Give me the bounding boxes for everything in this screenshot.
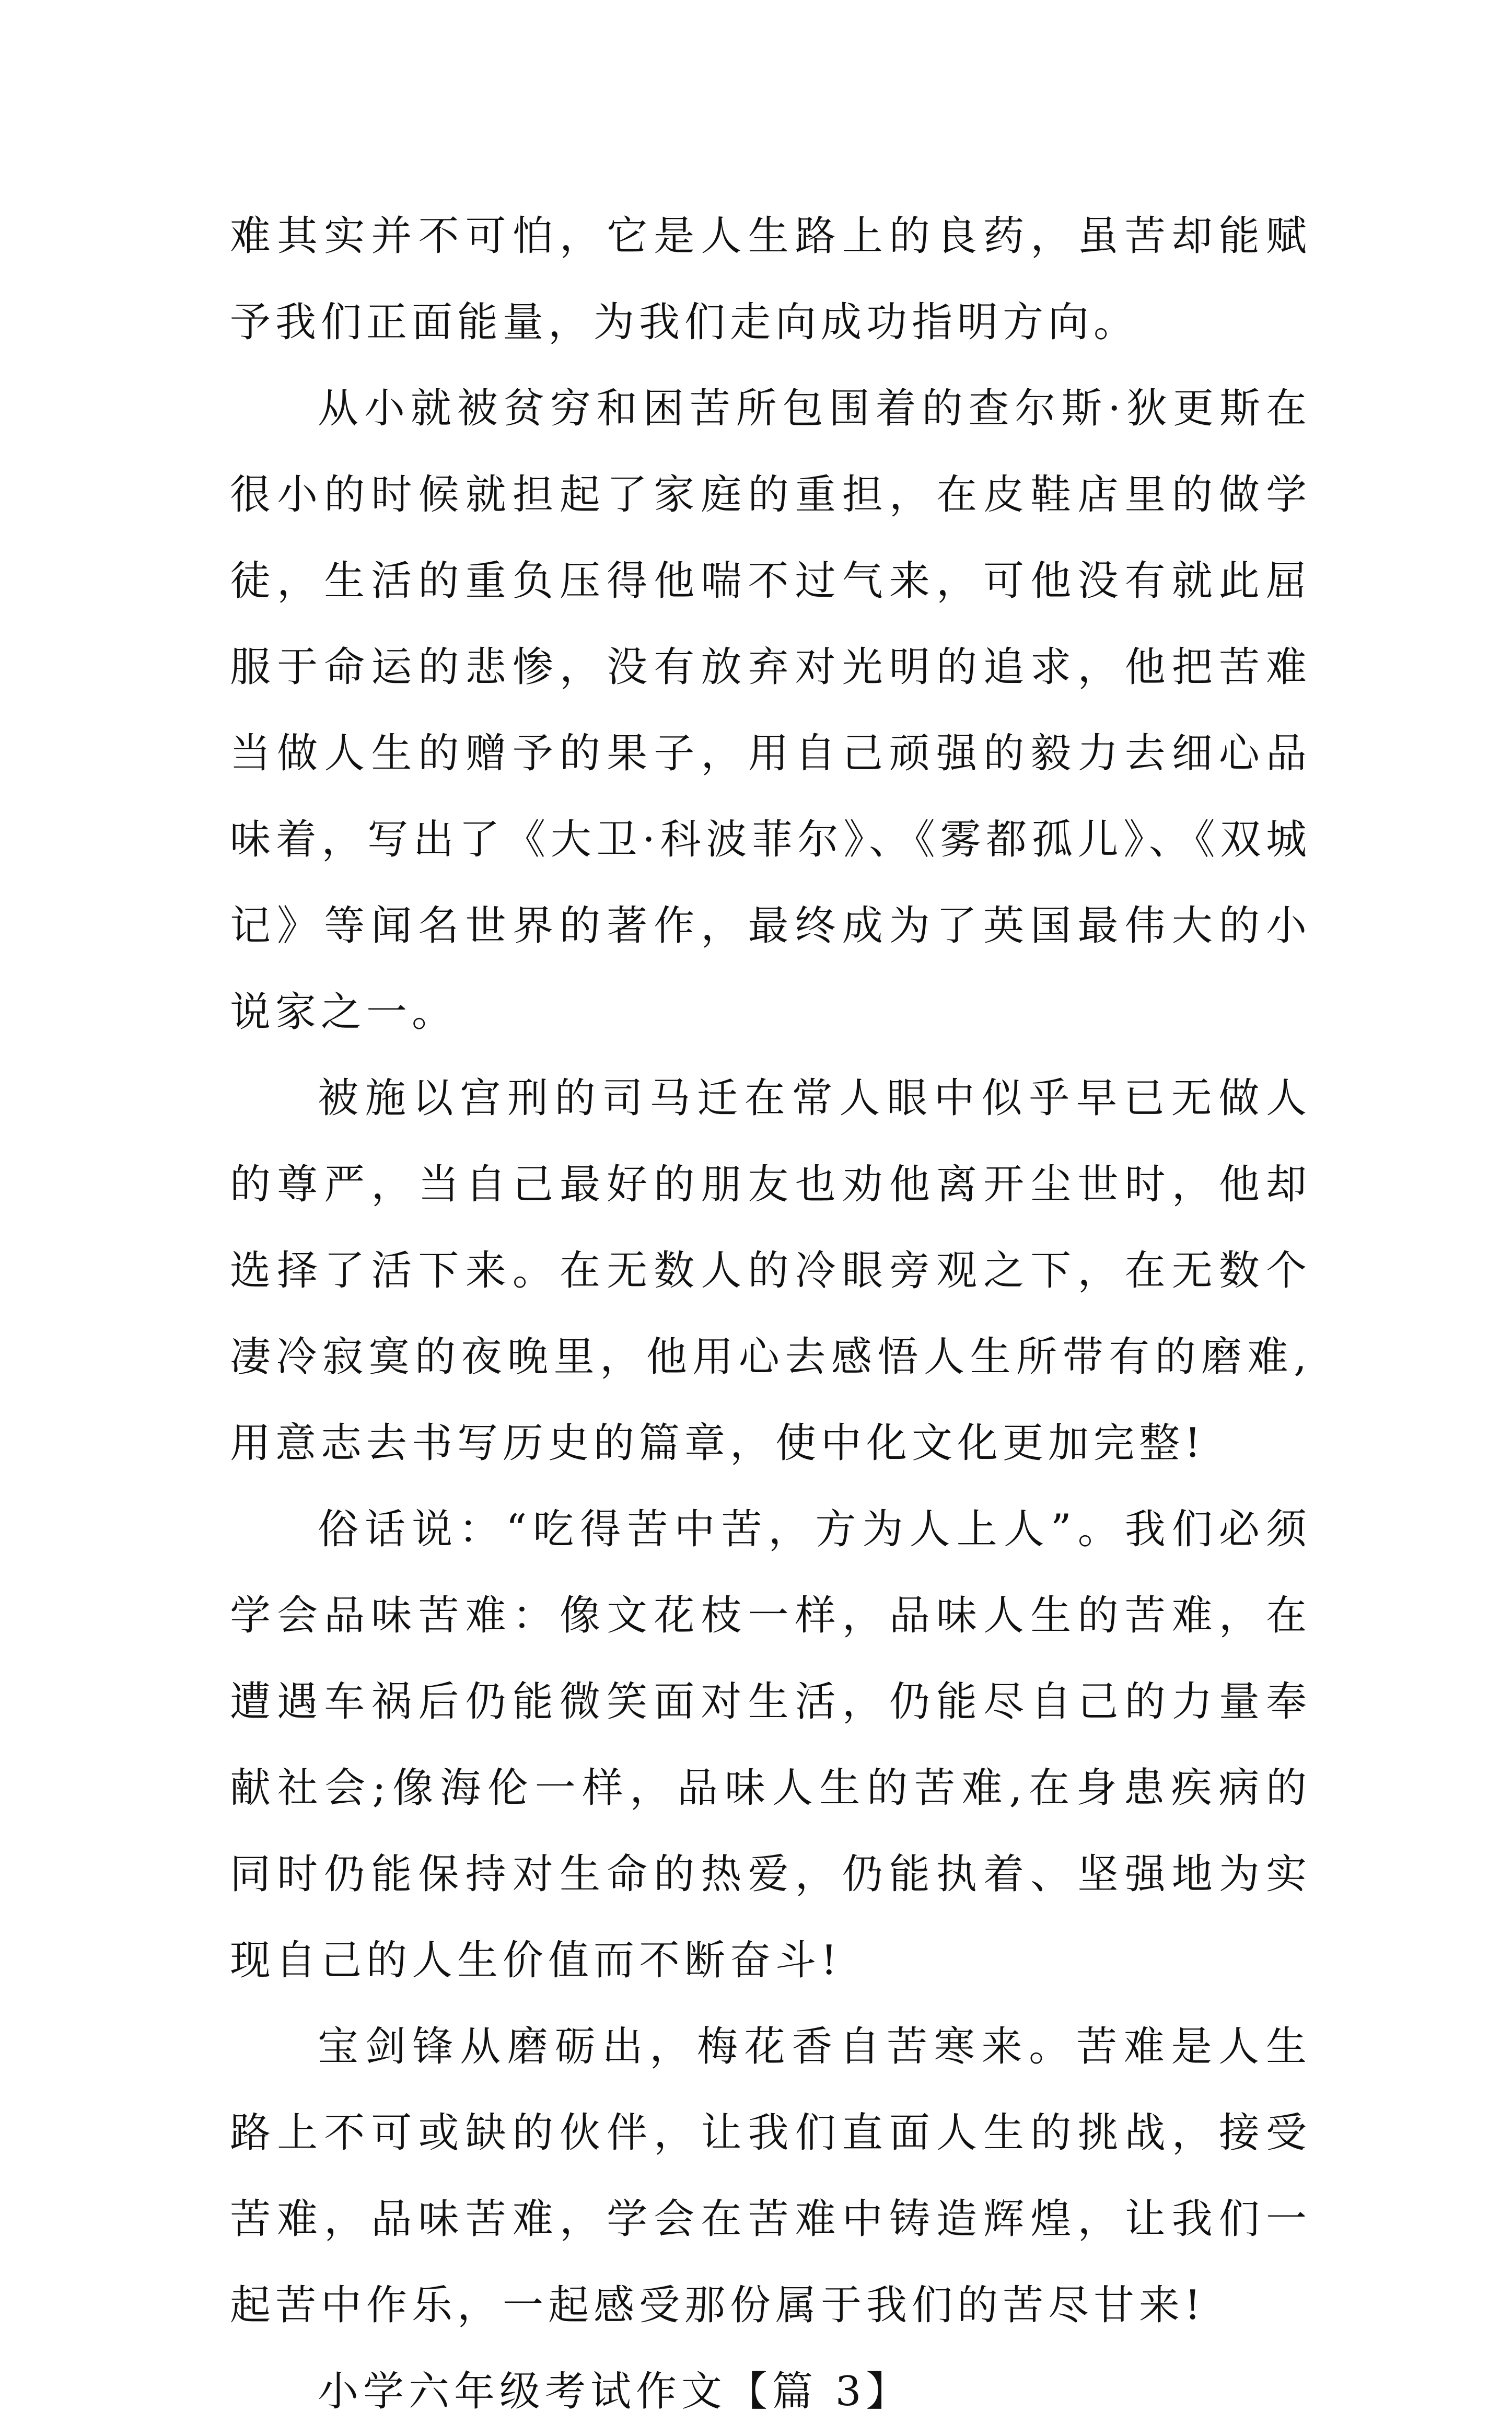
document-body: [230, 193, 1311, 2435]
section-heading: 小学六年级考试作文【篇 3】: [318, 2368, 912, 2415]
paragraph-3: 被施以宫刑的司马迁在常人眼中似乎早已无做人的尊严，当自己最好的朋友也劝他离开尘世时，他却选择了活下来。在无数人的冷眼旁观之下，在无数个凄冷寂寞的夜晚里，他用心去感悟人生所带有的磨难,用意志去书写历史的篇章，使中化文化更加完整!: [230, 1075, 1311, 1467]
paragraph-1: 难其实并不可怕，它是人生路上的良药，虽苦却能赋予我们正面能量，为我们走向成功指明方向。: [230, 213, 1311, 346]
paragraph-4: 俗话说：“吃得苦中苦，方为人上人”。我们必须学会品味苦难：像文花枝一样，品味人生的苦难，在遭遇车祸后仍能微笑面对生活，仍能尽自己的力量奉献社会;像海伦一样，品味人生的苦难,在身患疾病的同时仍能保持对生命的热爱，仍能执着、坚强地为实现自己的人生价值而不断奋斗!: [230, 1506, 1311, 1984]
paragraph-2: 从小就被贫穷和困苦所包围着的查尔斯·狄更斯在很小的时候就担起了家庭的重担，在皮鞋店里的做学徒，生活的重负压得他喘不过气来，可他没有就此屈服于命运的悲惨，没有放弃对光明的追求，他把苦难当做人生的赠予的果子，用自己顽强的毅力去细心品味着，写出了《大卫·科波菲尔》、《雾都孤儿》、《双城记》等闻名世界的著作，最终成为了英国最伟大的小说家之一。: [230, 385, 1311, 1036]
paragraph-5: 宝剑锋从磨砺出，梅花香自苦寒来。苦难是人生路上不可或缺的伙伴，让我们直面人生的挑战，接受苦难，品味苦难，学会在苦难中铸造辉煌，让我们一起苦中作乐，一起感受那份属于我们的苦尽甘来!: [230, 2023, 1311, 2329]
